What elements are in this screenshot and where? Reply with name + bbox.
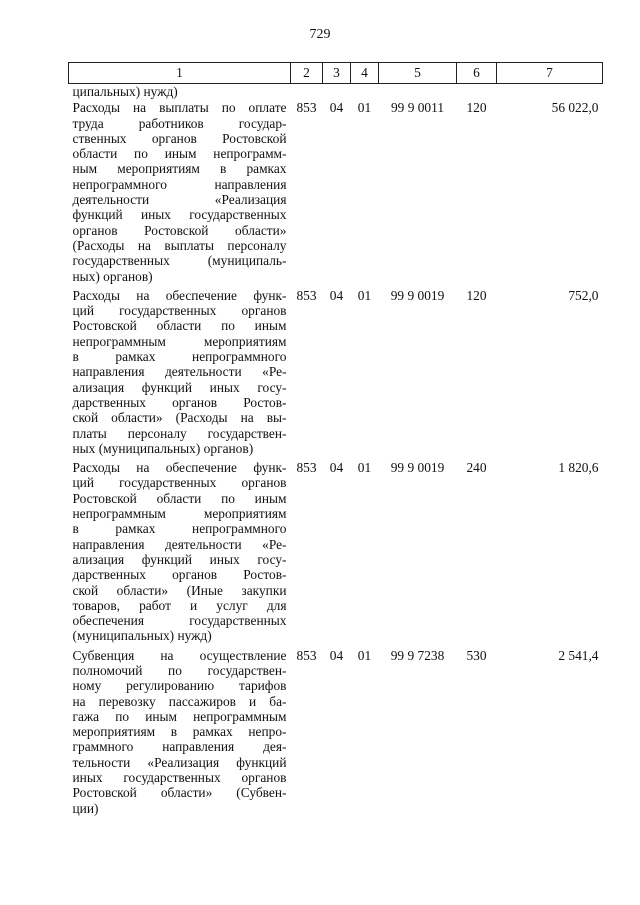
description-line: тельности «Реализация функций	[72, 754, 287, 770]
description-line: непрограммным мероприятиям	[72, 506, 287, 522]
code-expense-type: 240	[466, 460, 487, 476]
code-subsection: 01	[357, 647, 372, 663]
description-line: области по иным непрограмм-	[72, 146, 287, 162]
column-header: 4	[351, 63, 379, 84]
description-line: в рамках непрограммного	[72, 349, 287, 365]
description-line: государственных (муниципаль-	[72, 253, 287, 269]
row-description	[69, 459, 291, 645]
amount: 2 541,4	[558, 647, 599, 663]
code-ministry: 853	[296, 460, 317, 476]
code-section: 04	[329, 460, 344, 476]
description-line: непрограммного направления	[72, 176, 287, 192]
description-line: Ростовской области» (Субвен-	[72, 785, 287, 801]
description-line: в рамках непрограммного	[72, 521, 287, 537]
description-line: ственных органов Ростовской	[72, 130, 287, 146]
description-line: ции)	[72, 800, 99, 816]
description-line: Расходы на выплаты по оплате	[72, 100, 287, 116]
description-line: органов Ростовской области»	[72, 222, 287, 238]
code-ministry: 853	[296, 287, 317, 303]
description-line: (муниципальных) нужд)	[72, 628, 212, 644]
row-description	[69, 99, 291, 285]
budget-table	[68, 62, 603, 817]
description-line: иных государственных органов	[72, 770, 287, 786]
column-header: 2	[291, 63, 323, 84]
table-row	[69, 459, 603, 645]
code-subsection: 01	[357, 287, 372, 303]
description-line: направления деятельности «Ре-	[72, 364, 287, 380]
amount: 56 022,0	[551, 100, 599, 116]
page-number: 729	[309, 27, 331, 42]
description-line: Ростовской области по иным	[72, 490, 287, 506]
code-expense-type: 120	[466, 100, 487, 116]
code-subsection: 01	[357, 100, 372, 116]
description-line: Расходы на обеспечение функ-	[72, 460, 287, 476]
code-ministry: 853	[296, 100, 317, 116]
code-section: 04	[329, 647, 344, 663]
description-line: гажа по иным непрограммным	[72, 708, 287, 724]
description-line: дарственных органов Ростов-	[72, 394, 287, 410]
description-line: непрограммным мероприятиям	[72, 333, 287, 349]
description-line: мероприятиям в рамках непро-	[72, 724, 287, 740]
continuation-text: ципальных) нужд)	[72, 84, 178, 99]
amount: 1 820,6	[558, 460, 599, 476]
description-line: ных) органов)	[72, 268, 153, 284]
description-line: ализация функций иных госу-	[72, 551, 287, 567]
code-section: 04	[329, 287, 344, 303]
description-line: ской области» (Иные закупки	[72, 582, 287, 598]
description-line: Субвенция на осуществление	[72, 647, 287, 663]
description-line: на перевозку пассажиров и ба-	[72, 693, 287, 709]
table-header-row	[69, 63, 603, 84]
description-line: деятельности «Реализация	[72, 192, 287, 208]
description-line: ций государственных органов	[72, 303, 287, 319]
description-line: функций иных государственных	[72, 207, 287, 223]
description-line: граммного направления дея-	[72, 739, 287, 755]
description-line: ным мероприятиям в рамках	[72, 161, 287, 177]
code-target-article: 99 9 0019	[390, 460, 445, 476]
code-expense-type: 530	[466, 647, 487, 663]
column-header: 3	[323, 63, 351, 84]
table-row	[69, 99, 603, 285]
row-description	[69, 287, 291, 457]
description-line: Ростовской области по иным	[72, 318, 287, 334]
description-line: полномочий по государствен-	[72, 662, 287, 678]
description-line: ской области» (Расходы на вы-	[72, 410, 287, 426]
description-line: ных (муниципальных) органов)	[72, 440, 254, 456]
description-line: ций государственных органов	[72, 475, 287, 491]
amount: 752,0	[568, 287, 599, 303]
description-line: платы персоналу государствен-	[72, 425, 287, 441]
description-line: дарственных органов Ростов-	[72, 567, 287, 583]
description-line: (Расходы на выплаты персоналу	[72, 237, 287, 253]
description-line: обеспечения государственных	[72, 613, 287, 629]
code-section: 04	[329, 100, 344, 116]
table-row	[69, 287, 603, 457]
code-target-article: 99 9 0011	[390, 100, 445, 116]
code-expense-type: 120	[466, 287, 487, 303]
description-line: товаров, работ и услуг для	[72, 597, 287, 613]
code-subsection: 01	[357, 460, 372, 476]
table-row	[69, 647, 603, 817]
column-header: 7	[497, 63, 603, 84]
code-target-article: 99 9 0019	[390, 287, 445, 303]
column-header: 1	[69, 63, 291, 84]
description-line: ному регулированию тарифов	[72, 678, 287, 694]
row-description	[69, 647, 291, 817]
continuation-row	[69, 84, 603, 100]
description-line: ализация функций иных госу-	[72, 379, 287, 395]
description-line: направления деятельности «Ре-	[72, 536, 287, 552]
description-line: Расходы на обеспечение функ-	[72, 287, 287, 303]
code-ministry: 853	[296, 647, 317, 663]
column-header: 5	[379, 63, 457, 84]
description-line: труда работников государ-	[72, 115, 287, 131]
code-target-article: 99 9 7238	[390, 647, 445, 663]
column-header: 6	[457, 63, 497, 84]
